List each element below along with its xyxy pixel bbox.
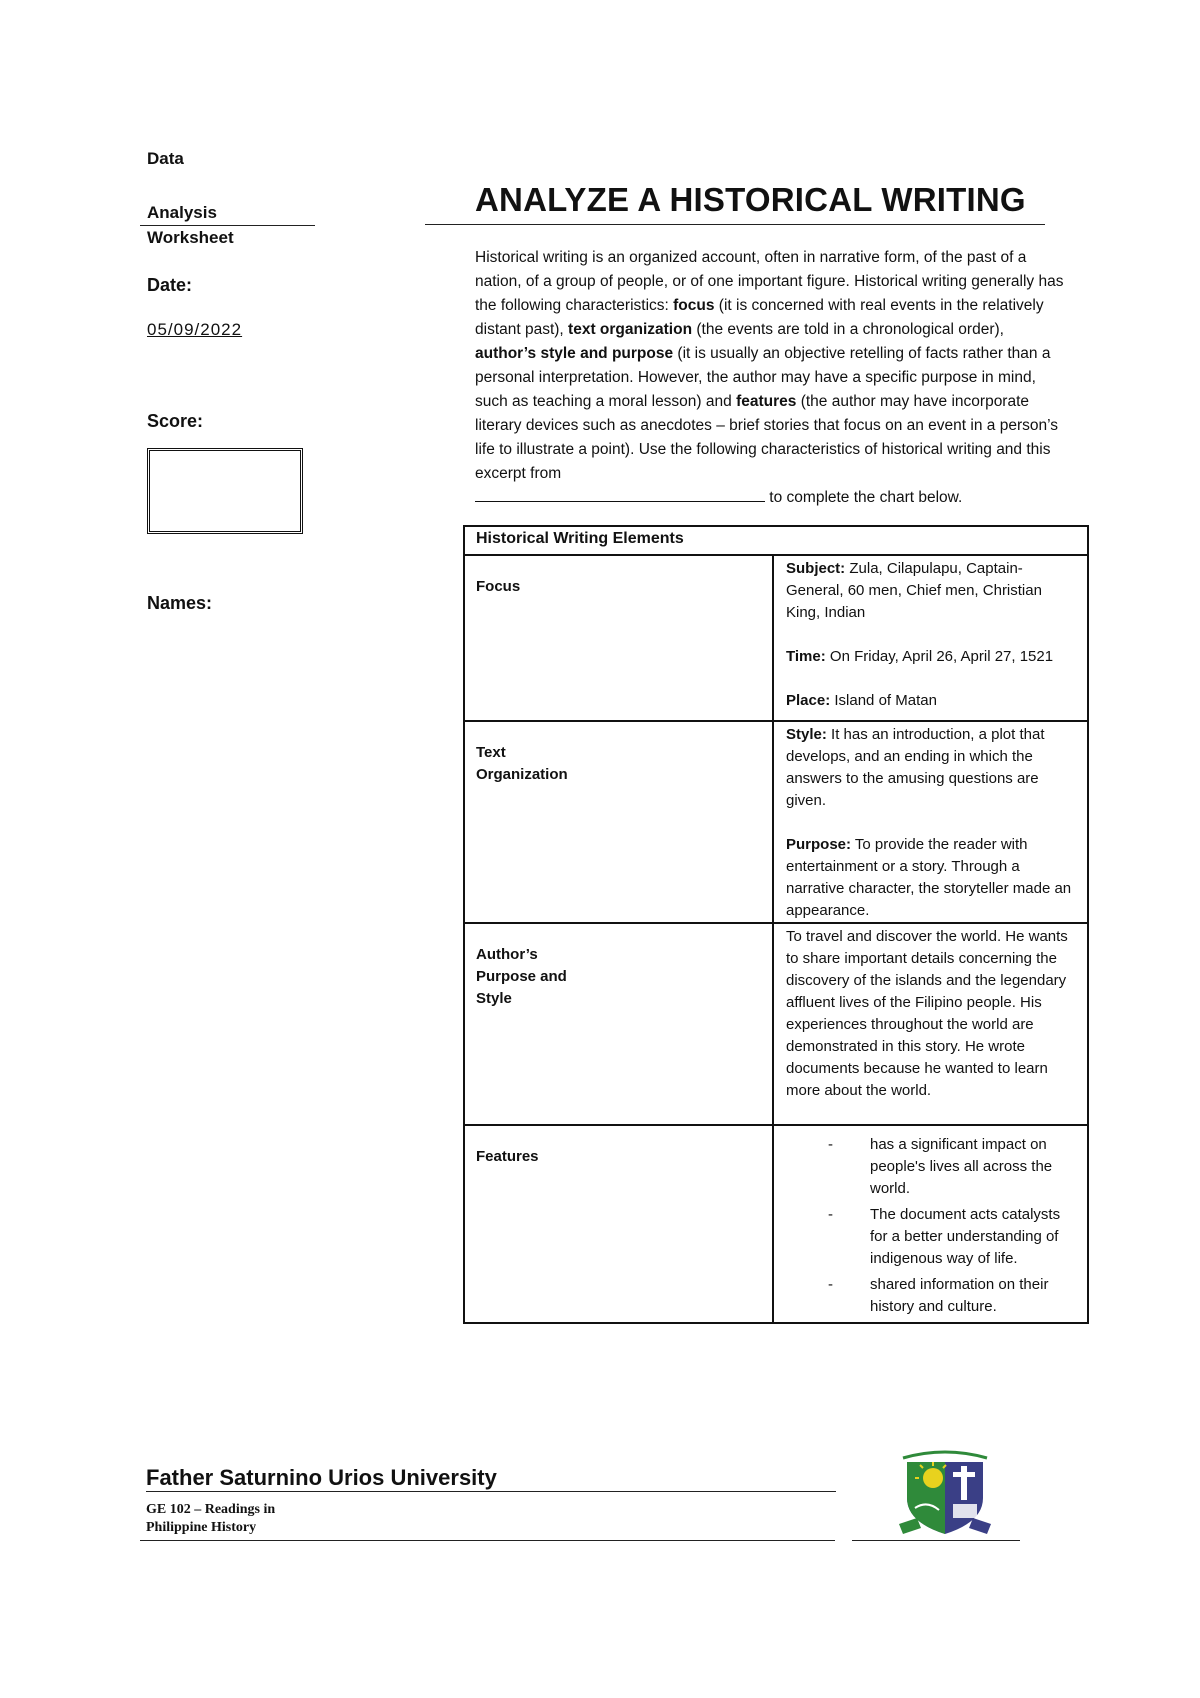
intro-text: (the events are told in a chronological order), xyxy=(692,321,1004,338)
authors-purpose-label-line: Purpose and xyxy=(476,968,567,985)
date-value: 05/09/2022 xyxy=(147,320,243,339)
intro-text: Historical writing is an organized account, often in narrative form, of the past of a nation, of a group of people, or of one important figure. Historical writing generally has the following characteristics: xyxy=(475,249,1064,314)
intro-paragraph xyxy=(475,246,1065,510)
features-content xyxy=(773,1125,1088,1323)
authors-purpose-label xyxy=(464,923,773,1125)
features-list xyxy=(786,1134,1079,1318)
purpose-value: To provide the reader with entertainment or a story. Through a narrative character, the storyteller made an appearance. xyxy=(786,836,1072,919)
score-label: Score: xyxy=(147,411,204,431)
page-title: ANALYZE A HISTORICAL WRITING xyxy=(475,181,1026,218)
subject-label: Subject: xyxy=(786,560,846,577)
text-organization-content xyxy=(773,721,1088,923)
text-organization-label-line: Organization xyxy=(476,766,568,783)
time-label: Time: xyxy=(786,648,826,665)
place-label: Place: xyxy=(786,692,831,709)
authors-purpose-label-line: Author’s xyxy=(476,946,538,963)
worksheet-label: Worksheet xyxy=(147,228,234,247)
table-row-features xyxy=(464,1125,1088,1323)
authors-purpose-text: To travel and discover the world. He wants to share important details concerning the discovery of the islands and the legendary affluent lives of the Filipino people. His experiences throughout the world are demonstrated in this story. He wrote documents because he wanted to learn more about the world. xyxy=(786,928,1068,1099)
features-item: - has a significant impact on people's lives all across the world. xyxy=(786,1134,1079,1200)
focus-content xyxy=(773,555,1088,721)
university-seal-logo xyxy=(897,1448,993,1538)
intro-bold-term: text organization xyxy=(568,321,693,338)
intro-text: (it is usually an objective retelling of facts rather than a personal interpretation. However, the author may have a specific purpose in mind, such as teaching a moral lesson) and xyxy=(475,345,1051,410)
intro-text: (it is concerned with real events in the relatively distant past), xyxy=(475,297,1044,338)
course-line-1: GE 102 – Readings in xyxy=(146,1502,276,1517)
footer-rule-left xyxy=(140,1540,835,1541)
course-line-2: Philippine History xyxy=(146,1520,257,1535)
analysis-label: Analysis xyxy=(147,203,217,222)
authors-purpose-content xyxy=(773,923,1088,1125)
historical-writing-table xyxy=(463,525,1089,1324)
features-item: - shared information on their history and culture. xyxy=(786,1274,1079,1318)
excerpt-blank[interactable] xyxy=(475,487,765,502)
date-label: Date: xyxy=(147,275,193,295)
table-row-focus xyxy=(464,555,1088,721)
analysis-underline xyxy=(140,225,315,226)
place-value: Island of Matan xyxy=(830,692,937,709)
university-name: Father Saturnino Urios University xyxy=(146,1465,497,1490)
style-label: Style: xyxy=(786,726,827,743)
title-underline xyxy=(425,224,1045,225)
data-label: Data xyxy=(147,149,184,168)
intro-bold-term: focus xyxy=(673,297,715,314)
intro-bold-term: author’s style and purpose xyxy=(475,345,674,362)
table-header: Historical Writing Elements xyxy=(464,526,1088,555)
text-organization-label-line: Text xyxy=(476,744,506,761)
time-value: On Friday, April 26, April 27, 1521 xyxy=(825,648,1054,665)
seal-icon xyxy=(897,1448,993,1538)
authors-purpose-label-line: Style xyxy=(476,990,512,1007)
names-label: Names: xyxy=(147,593,213,613)
intro-text: (the author may have incorporate literary devices such as anecdotes – brief stories that focus on an event in a person’s life to illustrate a point). Use the following characteristics of historical writing and this excerpt from xyxy=(475,393,1059,482)
intro-text: to complete the chart below. xyxy=(765,489,963,506)
footer-rule-right xyxy=(852,1540,1020,1541)
table-row-authors-purpose xyxy=(464,923,1088,1125)
features-item: - The document acts catalysts for a better understanding of indigenous way of life. xyxy=(786,1204,1079,1270)
features-label: Features xyxy=(464,1125,773,1323)
text-organization-label xyxy=(464,721,773,923)
focus-label: Focus xyxy=(464,555,773,721)
score-box[interactable] xyxy=(147,448,303,534)
purpose-label: Purpose: xyxy=(786,836,852,853)
style-value: It has an introduction, a plot that develops, and an ending in which the answers to the amusing questions are given. xyxy=(786,726,1045,809)
intro-bold-term: features xyxy=(736,393,797,410)
university-underline xyxy=(146,1491,836,1492)
subject-value: Zula, Cilapulapu, Captain-General, 60 men, Chief men, Christian King, Indian xyxy=(786,560,1042,621)
table-row-text-organization xyxy=(464,721,1088,923)
